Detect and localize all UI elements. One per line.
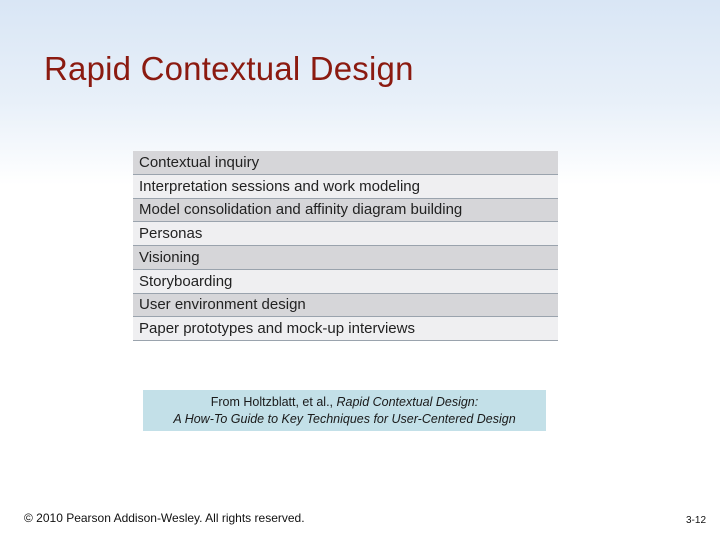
table-row <box>133 269 558 293</box>
step-cell: Contextual inquiry <box>133 151 558 174</box>
table-row <box>133 293 558 317</box>
copyright-notice: © 2010 Pearson Addison-Wesley. All rights reserved. <box>24 511 305 525</box>
step-cell: Storyboarding <box>133 269 558 293</box>
table-row <box>133 174 558 198</box>
step-cell: Interpretation sessions and work modeling <box>133 174 558 198</box>
step-cell: User environment design <box>133 293 558 317</box>
step-cell: Personas <box>133 222 558 246</box>
table-row <box>133 151 558 174</box>
step-cell: Model consolidation and affinity diagram building <box>133 198 558 222</box>
step-cell: Visioning <box>133 246 558 270</box>
step-cell: Paper prototypes and mock-up interviews <box>133 317 558 341</box>
citation-book-title: Rapid Contextual Design: <box>336 395 479 409</box>
table-row <box>133 198 558 222</box>
table-row <box>133 222 558 246</box>
page-number: 3-12 <box>685 515 706 526</box>
table-row <box>133 246 558 270</box>
table-row <box>133 317 558 341</box>
citation-prefix: From Holtzblatt, et al., <box>210 395 337 409</box>
steps-table <box>133 151 558 341</box>
source-citation <box>143 390 546 431</box>
citation-subtitle: A How-To Guide to Key Techniques for User-Centered Design <box>173 412 516 426</box>
slide-title: Rapid Contextual Design <box>44 50 414 87</box>
